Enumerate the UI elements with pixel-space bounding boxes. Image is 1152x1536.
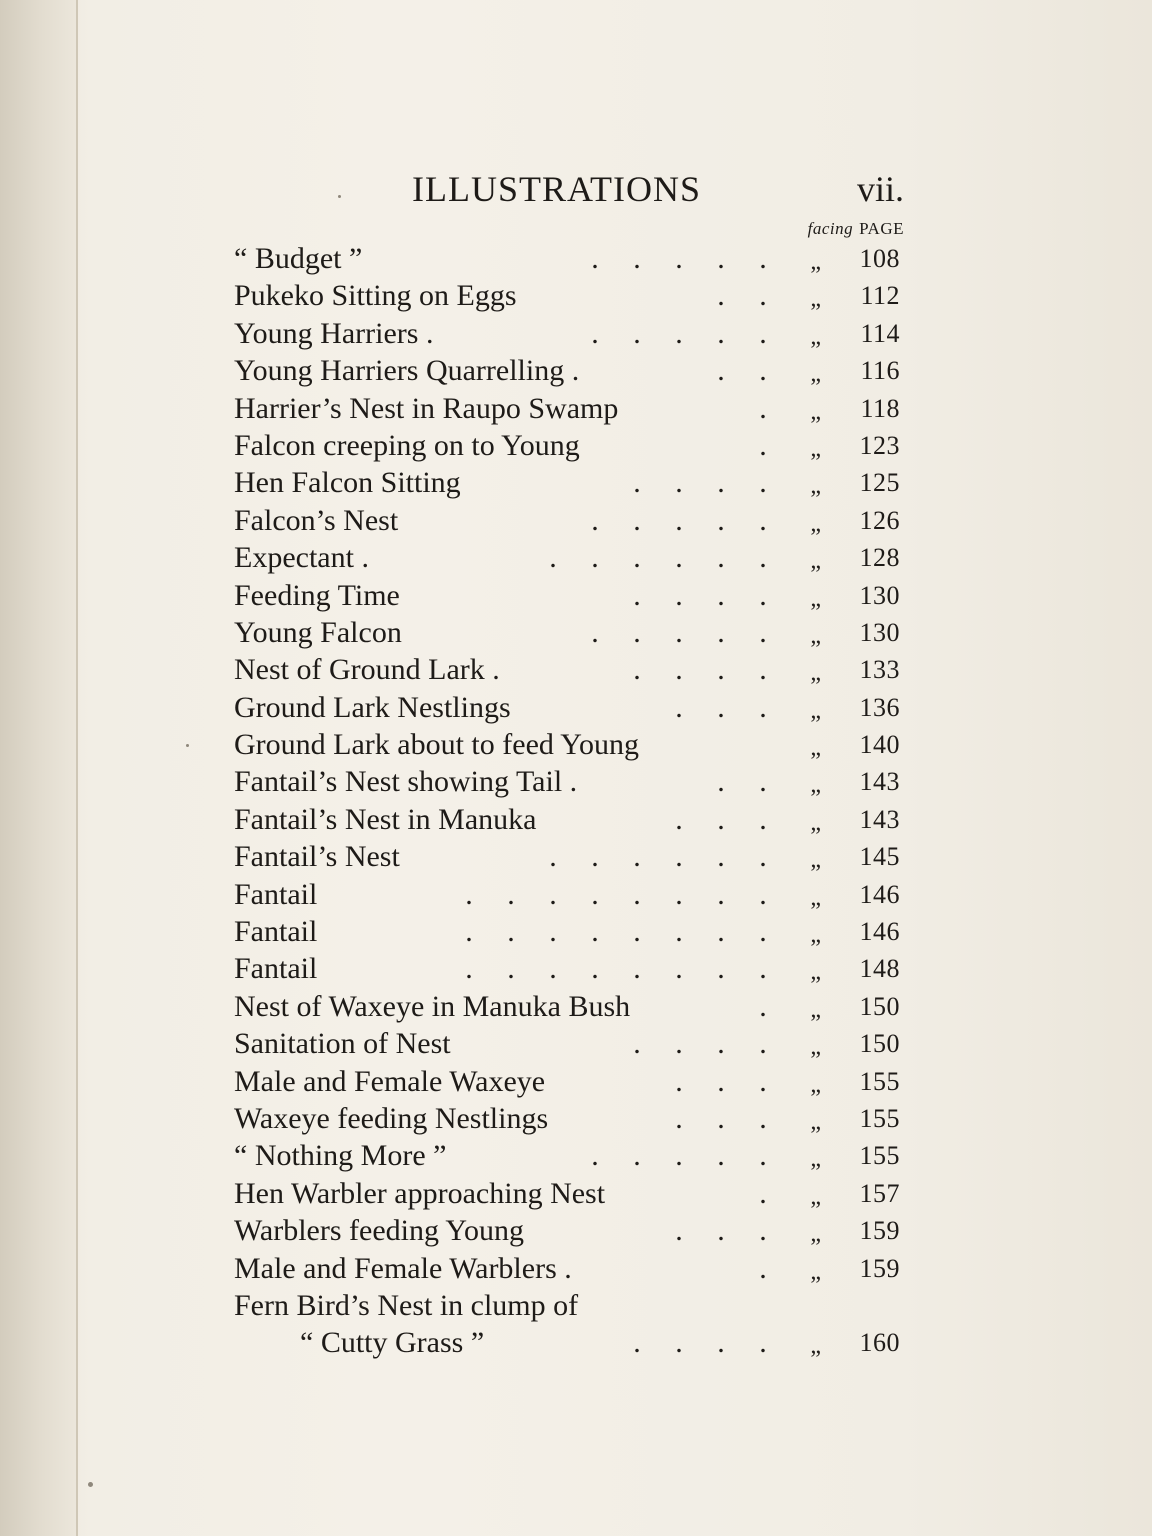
entry-title: Falcon creeping on to Young <box>234 428 580 462</box>
entry-page: 123 <box>859 430 900 460</box>
ditto-mark: „ <box>810 622 821 649</box>
entry-page: 150 <box>859 991 900 1021</box>
leader-dots: . . . <box>675 690 767 724</box>
ditto-mark: „ <box>810 435 821 462</box>
entry-page: 143 <box>859 804 900 834</box>
ditto-mark: „ <box>810 323 821 350</box>
header-title: ILLUSTRATIONS <box>412 169 701 209</box>
list-item <box>234 1025 904 1062</box>
paper-speck <box>338 195 341 198</box>
leader-dots: . . . . . . . . <box>465 952 767 986</box>
list-item <box>234 763 904 800</box>
gutter-edge <box>76 0 78 1536</box>
list-item <box>234 1212 904 1249</box>
entry-page: 150 <box>859 1029 900 1059</box>
ditto-mark: „ <box>810 1071 821 1098</box>
entry-title: Fern Bird’s Nest in clump of <box>234 1288 579 1322</box>
list-item <box>234 1287 904 1324</box>
ditto-mark: „ <box>810 249 821 275</box>
list-item <box>234 277 904 314</box>
ditto-mark: „ <box>810 809 821 836</box>
list-item <box>234 427 904 464</box>
entry-page: 108 <box>859 244 900 273</box>
paper-speck <box>186 744 189 747</box>
list-item <box>234 876 904 913</box>
leader-dots: . . . . . <box>591 503 767 537</box>
list-item <box>234 502 904 539</box>
entry-page: 126 <box>859 505 900 535</box>
entry-title: Nest of Waxeye in Manuka Bush <box>234 989 631 1023</box>
entry-page: 114 <box>860 318 900 348</box>
list-item <box>234 1137 904 1174</box>
list-item <box>234 689 904 726</box>
entry-page: 160 <box>859 1328 900 1358</box>
list-item <box>234 838 904 875</box>
leader-dots: . . . . . . <box>549 840 767 874</box>
leader-dots: . <box>759 989 767 1023</box>
ditto-mark: „ <box>810 361 821 388</box>
entry-page: 133 <box>859 655 900 685</box>
ditto-mark: „ <box>810 548 821 575</box>
entry-page: 130 <box>859 617 900 647</box>
leader-dots: . . . . . . <box>549 541 767 575</box>
leader-dots: . . . . . . . . <box>465 877 767 911</box>
list-item <box>234 464 904 501</box>
entry-title: Feeding Time <box>234 578 400 612</box>
leader-dots: . . <box>717 354 767 388</box>
entry-page: 146 <box>859 917 900 947</box>
list-item <box>234 315 904 352</box>
entry-title: Fantail’s Nest in Manuka <box>234 802 537 836</box>
entry-page: 140 <box>859 730 900 760</box>
ditto-mark: „ <box>810 697 821 724</box>
ditto-mark: „ <box>810 847 821 874</box>
entry-title: Fantail <box>234 952 318 986</box>
leader-dots: . . . <box>675 802 767 836</box>
entry-page: 112 <box>860 281 900 311</box>
leader-dots: . . <box>717 765 767 799</box>
leader-dots: . . . . <box>633 578 767 612</box>
ditto-mark: „ <box>810 959 821 986</box>
leader-dots: . . <box>717 279 767 313</box>
entry-page: 128 <box>859 543 900 573</box>
leader-dots: . <box>759 428 767 462</box>
ditto-mark: „ <box>810 1183 821 1210</box>
list-item <box>234 539 904 576</box>
entry-title: “ Budget ” <box>234 242 363 275</box>
ditto-mark: „ <box>810 1034 821 1061</box>
entry-page: 118 <box>860 393 900 423</box>
column-header-facing: facing <box>807 219 854 238</box>
entry-page: 143 <box>859 767 900 797</box>
entry-title: Hen Warbler approaching Nest <box>234 1176 606 1210</box>
entry-title: Male and Female Waxeye <box>234 1064 546 1098</box>
ditto-mark: „ <box>810 1221 821 1248</box>
list-item <box>234 726 904 763</box>
entry-title: Waxeye feeding Nestlings <box>234 1101 549 1135</box>
leader-dots: . <box>759 1251 767 1285</box>
leader-dots: . . . <box>675 1064 767 1098</box>
ditto-mark: „ <box>810 286 821 313</box>
header-page-number: vii. <box>856 169 904 209</box>
ditto-mark: „ <box>810 398 821 425</box>
list-item <box>234 988 904 1025</box>
ditto-mark: „ <box>810 1333 821 1360</box>
column-header-page: PAGE <box>859 219 904 238</box>
entry-title: Ground Lark about to feed Young <box>234 728 639 762</box>
entry-title: Fantail’s Nest showing Tail . <box>234 765 578 799</box>
leader-dots: . . . <box>675 1214 767 1248</box>
entry-title: Falcon’s Nest <box>234 503 399 537</box>
list-item <box>234 913 904 950</box>
ditto-mark: „ <box>810 1146 821 1173</box>
entry-title: Warblers feeding Young <box>234 1214 525 1248</box>
ditto-mark: „ <box>810 660 821 687</box>
list-item <box>234 390 904 427</box>
leader-dots: . . . . . <box>591 615 767 649</box>
entry-page: 159 <box>859 1216 900 1246</box>
entry-page: 136 <box>859 692 900 722</box>
leader-dots: . . . . . <box>591 316 767 350</box>
leader-dots: . <box>759 1176 767 1210</box>
list-item <box>234 1324 904 1361</box>
entry-page: 146 <box>859 879 900 909</box>
entry-page: 157 <box>859 1178 900 1208</box>
leader-dots: . . . . <box>633 1326 767 1360</box>
list-item <box>234 577 904 614</box>
entry-title: “ Nothing More ” <box>234 1139 447 1173</box>
book-gutter <box>0 0 78 1536</box>
entry-title: Young Harriers . <box>234 316 434 350</box>
ditto-mark: „ <box>810 1108 821 1135</box>
leader-dots: . . . . <box>633 1027 767 1061</box>
running-header <box>232 168 904 212</box>
ditto-mark: „ <box>810 473 821 500</box>
leader-dots: . . . . . . . . <box>465 915 767 949</box>
entry-title: Male and Female Warblers . <box>234 1251 572 1285</box>
list-item <box>234 1175 904 1212</box>
entry-page: 145 <box>859 842 900 872</box>
entry-title: Fantail <box>234 915 318 949</box>
entry-title: “ Cutty Grass ” <box>300 1326 485 1360</box>
list-item <box>234 651 904 688</box>
entry-page: 155 <box>859 1141 900 1171</box>
entry-page: 155 <box>859 1103 900 1133</box>
leader-dots: . . . <box>675 1101 767 1135</box>
entry-page: 148 <box>859 954 900 984</box>
leader-dots: . . . . <box>633 466 767 500</box>
illustrations-list <box>234 240 904 1362</box>
entry-title: Nest of Ground Lark . <box>234 653 500 687</box>
ditto-mark: „ <box>810 735 821 762</box>
list-item <box>234 352 904 389</box>
list-item <box>234 1100 904 1137</box>
entry-title: Ground Lark Nestlings <box>234 690 511 724</box>
entry-title: Pukeko Sitting on Eggs <box>234 279 517 313</box>
ditto-mark: „ <box>810 884 821 911</box>
list-item <box>234 1250 904 1287</box>
paper-speck <box>88 1482 93 1487</box>
list-item <box>234 240 904 277</box>
entry-title: Fantail’s Nest <box>234 840 400 874</box>
entry-page: 116 <box>860 356 900 386</box>
ditto-mark: „ <box>810 772 821 799</box>
entry-page: 155 <box>859 1066 900 1096</box>
ditto-mark: „ <box>810 922 821 949</box>
entry-title: Harrier’s Nest in Raupo Swamp <box>234 391 619 425</box>
list-item <box>234 1063 904 1100</box>
ditto-mark: „ <box>810 585 821 612</box>
leader-dots: . . . . . <box>591 1139 767 1173</box>
list-item <box>234 801 904 838</box>
entry-title: Expectant . <box>234 541 369 575</box>
entry-title: Young Harriers Quarrelling . <box>234 354 580 388</box>
entry-title: Sanitation of Nest <box>234 1027 451 1061</box>
list-item <box>234 950 904 987</box>
column-header <box>808 219 904 239</box>
ditto-mark: „ <box>810 996 821 1023</box>
entry-page: 159 <box>859 1253 900 1283</box>
leader-dots: . . . . <box>633 653 767 687</box>
entry-title: Fantail <box>234 877 318 911</box>
ditto-mark: „ <box>810 1258 821 1285</box>
entry-page: 125 <box>859 468 900 498</box>
entry-page: 130 <box>859 580 900 610</box>
leader-dots: . <box>759 391 767 425</box>
entry-title: Hen Falcon Sitting <box>234 466 461 500</box>
list-item <box>234 614 904 651</box>
ditto-mark: „ <box>810 510 821 537</box>
entry-title: Young Falcon <box>234 615 402 649</box>
leader-dots: . . . . . <box>591 242 767 275</box>
